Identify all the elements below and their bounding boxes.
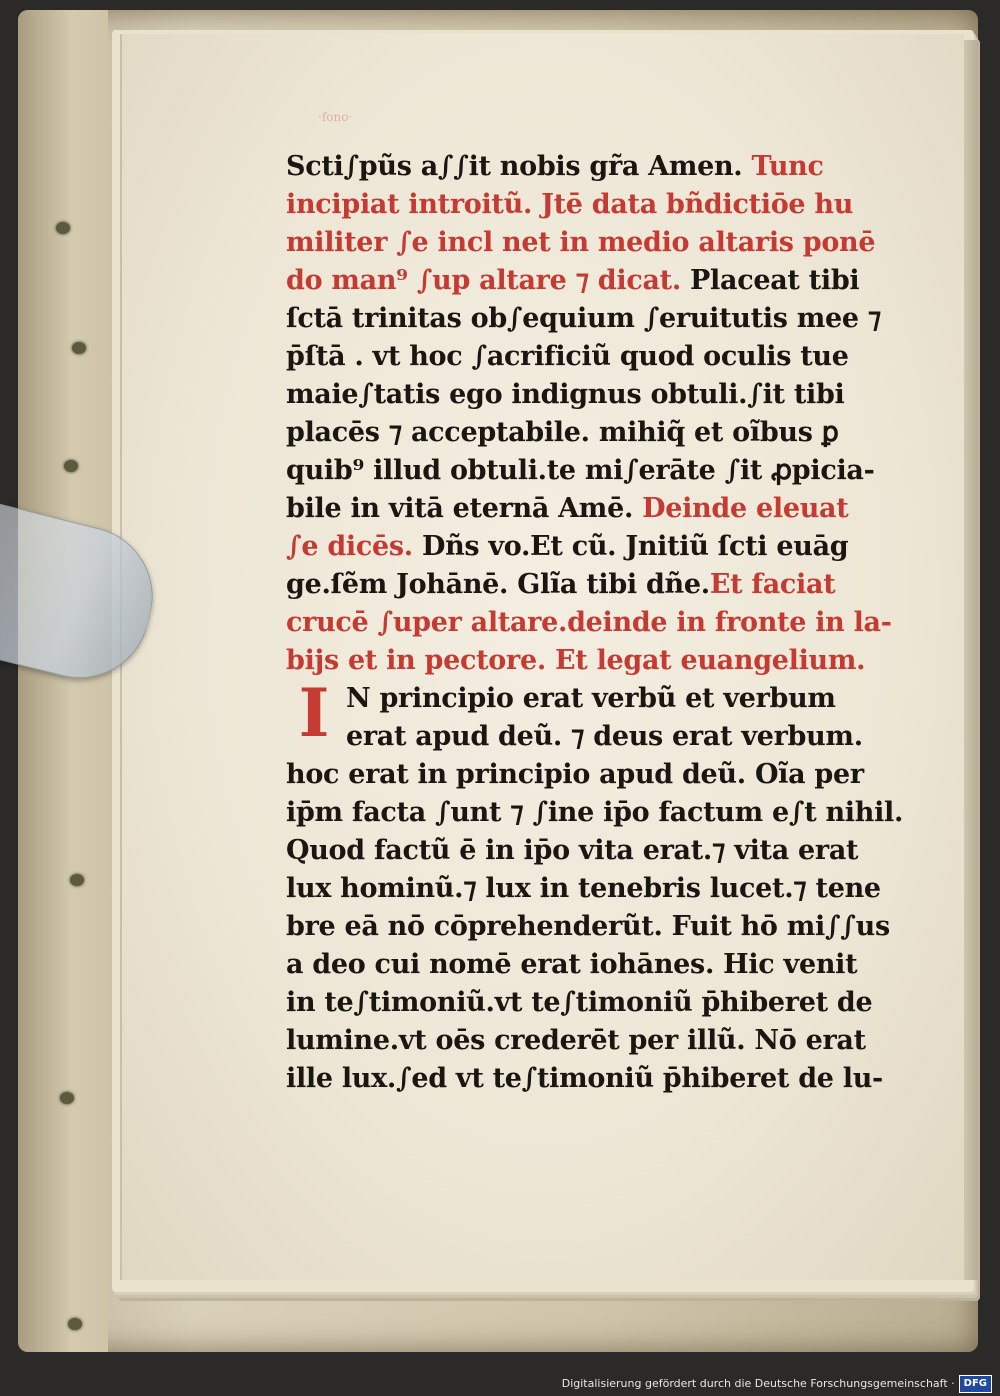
text-line (286, 1022, 876, 1060)
body-text: a deo cui nomē erat iohānes. Hic venit (286, 949, 858, 980)
body-text: lumine.vt oēs crederēt per illũ. Nō erat (286, 1025, 866, 1056)
rubric-text: incipiat introitũ. Jtē data bñdictiōe hu (286, 189, 854, 220)
body-text: maie∫tatis ego indignus obtuli.∫it tibi (286, 379, 845, 410)
text-line (286, 642, 876, 680)
rubric-text: ∫e dicēs. (286, 531, 422, 562)
text-line (286, 794, 904, 832)
initial-lines (286, 674, 876, 756)
text-line (286, 414, 876, 452)
text-line (286, 756, 876, 794)
rubric-text: Et faciat (709, 569, 836, 600)
body-text: ge.ſẽm Johānē. Glĩa tibi dñe. (286, 569, 710, 600)
text-line (346, 680, 876, 718)
decorated-initial: I (298, 674, 330, 752)
gospel-text (286, 756, 904, 1098)
dfg-logo: DFG (959, 1375, 992, 1393)
body-text: placēs ⁊ acceptabile. mihiq̃ et oĩbus ꝑ (286, 417, 839, 448)
body-text: p̄ſtā . vt hoc ∫acrificiũ quod oculis tue (286, 341, 849, 372)
text-line (286, 566, 876, 604)
body-text: Scti∫pũs a∫∫it nobis gr̃a Amen. (286, 151, 752, 182)
body-text: Quod factũ ē in ip̄o vita erat.⁊ vita erat (286, 835, 859, 866)
text-line (286, 1060, 883, 1098)
binding-stitch (56, 222, 70, 234)
page-text (286, 148, 904, 1098)
credit-text: Digitalisierung gefördert durch die Deutsche Forschungsgemeinschaft · (561, 1377, 955, 1390)
body-text: bre eā nō cōprehenderũt. Fuit hō mi∫∫us (286, 911, 890, 942)
text-line (286, 604, 892, 642)
text-line (286, 528, 876, 566)
text-line (346, 718, 876, 756)
text-line (286, 870, 881, 908)
text-line (286, 452, 876, 490)
rubric-text: do man⁹ ∫up altare ⁊ dicat. (286, 265, 691, 296)
body-text: hoc erat in principio apud deũ. Oĩa per (286, 759, 864, 790)
body-text: quib⁹ illud obtuli.te mi∫erāte ∫it ꝓpicia- (286, 455, 875, 486)
text-line (286, 186, 876, 224)
binding-edge (18, 10, 108, 1352)
rubric-text: Tunc (751, 151, 824, 182)
body-text: ille lux.∫ed vt te∫timoniũ p̄hiberet de lu- (286, 1063, 883, 1094)
text-line (286, 946, 876, 984)
text-line (286, 300, 881, 338)
binding-stitch (70, 874, 84, 886)
body-text: N principio erat verbũ et verbum (346, 683, 836, 714)
text-line (286, 832, 876, 870)
text-line (286, 262, 876, 300)
body-text: Placeat tibi (690, 265, 860, 296)
body-text: in te∫timoniũ.vt te∫timoniũ p̄hiberet de (286, 987, 873, 1018)
binding-stitch (64, 460, 78, 472)
text-line (286, 148, 876, 186)
text-line (286, 984, 876, 1022)
body-text: ip̄m facta ∫unt ⁊ ∫ine ip̄o factum e∫t nihil. (286, 797, 904, 828)
text-line (286, 224, 876, 262)
footer-credit (562, 1376, 992, 1392)
body-text: erat apud deũ. ⁊ deus erat verbum. (346, 721, 863, 752)
body-text: bile in vitā eternā Amē. (286, 493, 643, 524)
rubric-block (286, 148, 892, 680)
rubric-text: militer ∫e incl net in medio altaris ponē (286, 227, 876, 258)
text-line (286, 338, 876, 376)
text-line (286, 490, 876, 528)
body-text: ſctā trinitas ob∫equium ∫eruitutis mee ⁊ (286, 303, 881, 334)
initial-paragraph (286, 674, 876, 756)
binding-stitch (60, 1092, 74, 1104)
rubric-text: crucē ∫uper altare.deinde in fronte in la- (286, 607, 892, 638)
body-text: Dñs vo.Et cũ. Jnitiũ ſcti euāg (421, 531, 849, 562)
text-line (286, 376, 876, 414)
body-text: lux hominũ.⁊ lux in tenebris lucet.⁊ tene (286, 873, 881, 904)
rubric-text: Deinde eleuat (642, 493, 849, 524)
binding-stitch (72, 342, 86, 354)
text-line (286, 908, 890, 946)
binding-stitch (68, 1318, 82, 1330)
rubric-text: bijs et in pectore. Et legat euangelium. (286, 645, 866, 676)
marginal-mark: ·fono· (318, 110, 353, 124)
